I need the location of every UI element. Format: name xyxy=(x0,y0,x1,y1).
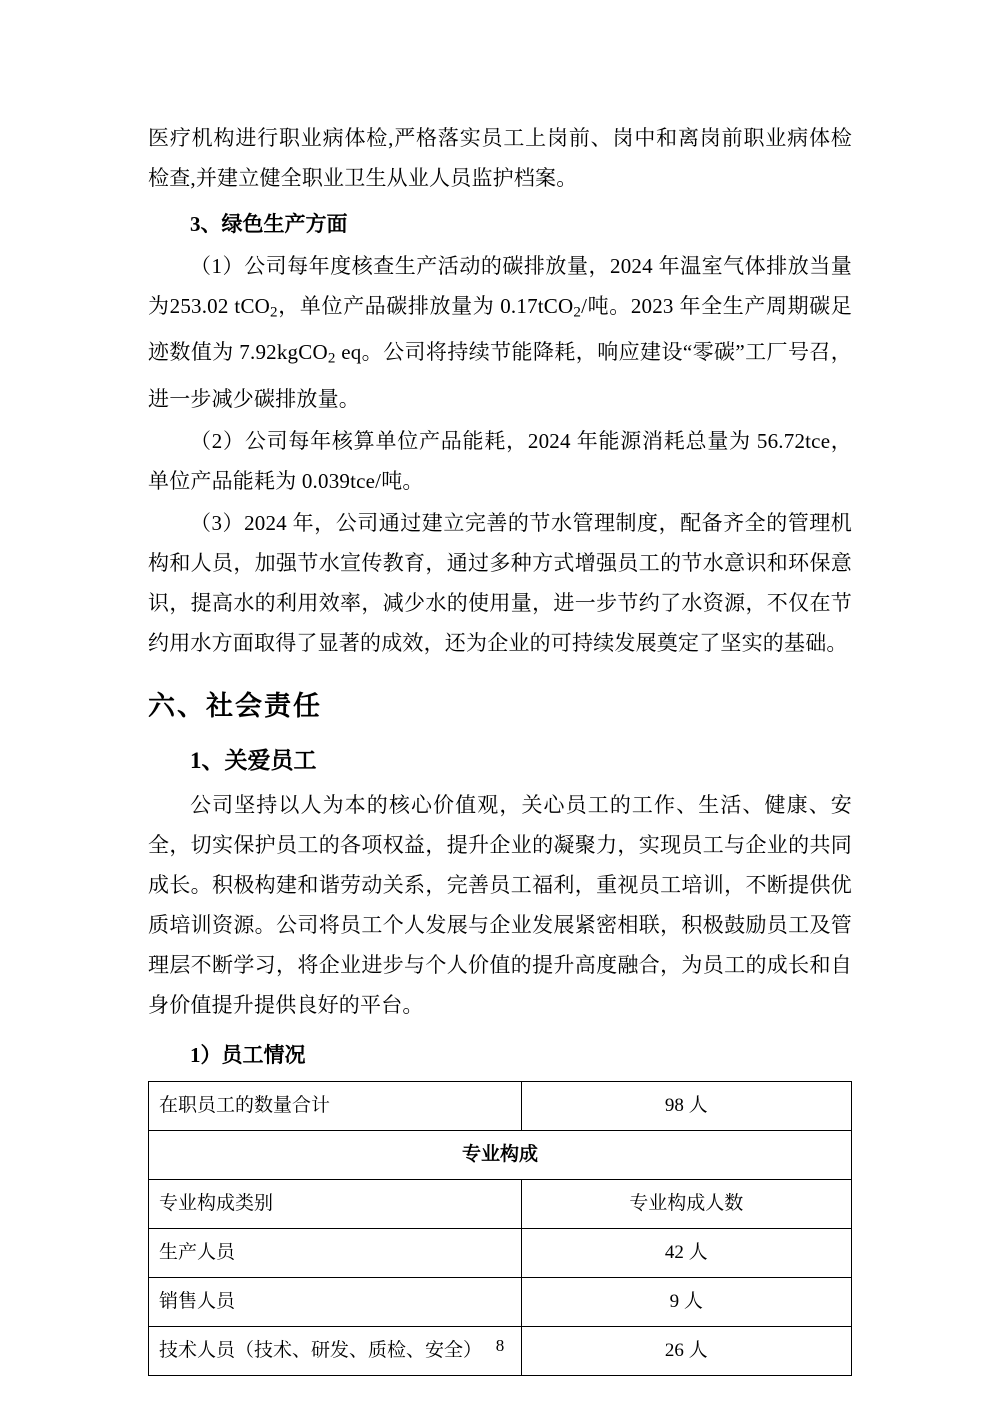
carbon-subscript-2: 2 xyxy=(573,304,582,321)
table-row xyxy=(149,1277,852,1326)
cell-total-employees-label: 在职员工的数量合计 xyxy=(149,1081,522,1130)
carbon-subscript-3: 2 xyxy=(327,350,336,367)
paragraph-occupational-health: 医疗机构进行职业病体检,严格落实员工上岗前、岗中和离岗前职业病体检检查,并建立健全职业卫生从业人员监护档案。 xyxy=(148,126,852,190)
heading-social-responsibility: 六、社会责任 xyxy=(148,690,322,721)
paragraph-water-saving: （3）2024 年，公司通过建立完善的节水管理制度，配备齐全的管理机构和人员，加强节水宣传教育，通过多种方式增强员工的节水意识和环保意识，提高水的利用效率，减少水的使用量，进一步节约了水资源，不仅在节约用水方面取得了显著的成效，还为企业的可持续发展奠定了坚实的基础。 xyxy=(148,510,852,655)
table-row xyxy=(149,1228,852,1277)
cell-production-staff-value: 42 人 xyxy=(521,1228,852,1277)
heading-employee-situation: 1）员工情况 xyxy=(190,1042,306,1067)
carbon-text-part-3: /吨。2023 年全生产周期碳足迹数值为 7.92kgCO xyxy=(148,294,852,365)
cell-sales-staff-value: 9 人 xyxy=(521,1277,852,1326)
paragraph-people-oriented: 公司坚持以人为本的核心价值观，关心员工的工作、生活、健康、安全，切实保护员工的各项权益，提升企业的凝聚力，实现员工与企业的共同成长。积极构建和谐劳动关系，完善员工福利，重视员工培训，不断提供优质培训资源。公司将员工个人发展与企业发展紧密相联，积极鼓励员工及管理层不断学习，将企业进步与个人价值的提升高度融合，为员工的成长和自身价值提升提供良好的平台。 xyxy=(148,792,852,1017)
carbon-text-part-1: （1）公司每年度核查生产活动的碳排放量，2024 年温室气体排放当量为253.02 tCO xyxy=(148,254,852,318)
table-row xyxy=(149,1081,852,1130)
cell-sales-staff-label: 销售人员 xyxy=(149,1277,522,1326)
cell-production-staff-label: 生产人员 xyxy=(149,1228,522,1277)
employee-composition-table xyxy=(148,1081,852,1376)
paragraph-energy-consumption: （2）公司每年核算单位产品能耗，2024 年能源消耗总量为 56.72tce，单位产品能耗为 0.039tce/吨。 xyxy=(148,428,852,493)
table-row xyxy=(149,1130,852,1179)
cell-technical-staff-value: 26 人 xyxy=(521,1326,852,1375)
carbon-text-part-2: ，单位产品碳排放量为 0.17tCO xyxy=(277,294,574,318)
carbon-text-part-4: eq。公司将持续节能降耗，响应建设“零碳”工厂号召，进一步减少碳排放量。 xyxy=(148,340,852,411)
table-row xyxy=(149,1179,852,1228)
heading-care-for-employees: 1、关爱员工 xyxy=(190,747,317,773)
page-number: 8 xyxy=(495,1336,505,1355)
cell-total-employees-value: 98 人 xyxy=(521,1081,852,1130)
carbon-subscript-1: 2 xyxy=(270,304,278,321)
cell-technical-staff-label: 技术人员（技术、研发、质检、安全） xyxy=(149,1326,522,1375)
cell-section-header-composition: 专业构成 xyxy=(149,1130,852,1179)
cell-category-header: 专业构成类别 xyxy=(149,1179,522,1228)
heading-green-production: 3、绿色生产方面 xyxy=(190,212,348,236)
paragraph-carbon-emissions xyxy=(148,246,852,419)
cell-count-header: 专业构成人数 xyxy=(521,1179,852,1228)
